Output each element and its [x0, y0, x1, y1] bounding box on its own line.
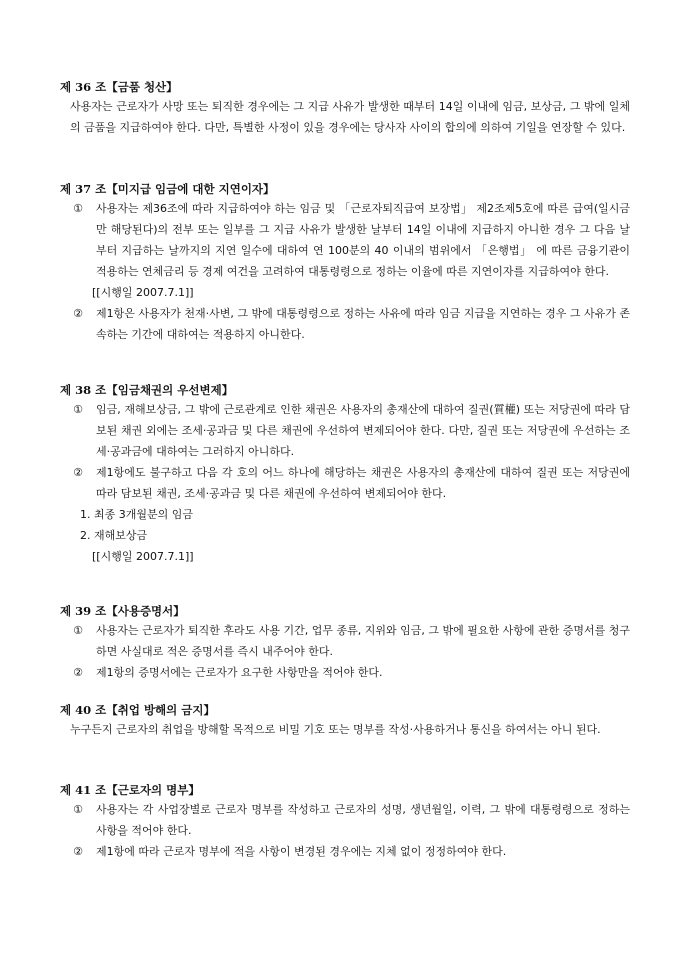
article-paragraph: 누구든지 근로자의 취업을 방해할 목적으로 비밀 기호 또는 명부를 작성·사용하거나 통신을 하여서는 아니 된다.: [70, 723, 601, 736]
clause-text: 사용자는 근로자가 퇴직한 후라도 사용 기간, 업무 종류, 지위와 임금, 그 밖에 필요한 사항에 관한 증명서를 청구하면 사실대로 적은 증명서를 즉시 내주어야 한다.: [96, 624, 630, 658]
clause-1: [68, 399, 630, 462]
effective-date-note: [[시행일 2007.7.1]]: [92, 286, 194, 299]
article-heading: 제 36 조【금품 청산】: [60, 80, 178, 94]
clause-text: 제1항의 증명서에는 근로자가 요구한 사항만을 적어야 한다.: [96, 666, 383, 679]
clause-2: [68, 462, 630, 504]
article-heading: 제 38 조【임금채권의 우선변제】: [60, 383, 234, 397]
clause-number: ②: [73, 845, 83, 858]
clause-text: 제1항은 사용자가 천재·사변, 그 밖에 대통령령으로 정하는 사유에 따라 임금 지급을 지연하는 경우 그 사유가 존속하는 기간에 대하여는 적용하지 아니한다.: [96, 307, 630, 341]
subitem-2: 2. 재해보상금: [80, 529, 148, 542]
clause-text: 제1항에도 불구하고 다음 각 호의 어느 하나에 해당하는 채권은 사용자의 총재산에 대하여 질권 또는 저당권에 따라 담보된 채권, 조세·공과금 및 다른 채권에 우선하여 변제되어야 한다.: [96, 466, 630, 500]
article-41: [60, 781, 630, 862]
article-paragraph: 사용자는 근로자가 사망 또는 퇴직한 경우에는 그 지급 사유가 발생한 때부터 14일 이내에 임금, 보상금, 그 밖에 일체의 금품을 지급하여야 한다. 다만, 특별한 사정이 있을 경우에는 당사자 사이의 합의에 의하여 기일을 연장할 수 있다.: [70, 100, 630, 134]
clause-number: ②: [73, 307, 83, 320]
clause-text: 사용자는 각 사업장별로 근로자 명부를 작성하고 근로자의 성명, 생년월일, 이력, 그 밖에 대통령령으로 정하는 사항을 적어야 한다.: [96, 803, 630, 837]
clause-text: 사용자는 제36조에 따라 지급하여야 하는 임금 및 「근로자퇴직급여 보장법」 제2조제5호에 따른 급여(일시금만 해당된다)의 전부 또는 일부를 그 지급 사유가 발생한 날부터 14일 이내에 지급하지 아니한 경우 그 다음 날부터 지급하는 날까지의 지연 일수에 대하여 연 100분의 40 이내의 범위에서 「은행법」 에 따른 금융기관이 적용하는 연체금리 등 경제 여건을 고려하여 대통령령으로 정하는 이율에 따른 지연이자를 지급하여야 한다.: [96, 202, 630, 278]
clause-number: ②: [73, 466, 83, 479]
clause-number: ①: [73, 803, 83, 816]
article-heading: 제 37 조【미지급 임금에 대한 지연이자】: [60, 182, 275, 196]
subitem-1: 1. 최종 3개월분의 임금: [80, 508, 193, 521]
clause-2: [68, 303, 630, 345]
clause-1: [68, 198, 630, 282]
clause-text: 제1항에 따라 근로자 명부에 적을 사항이 변경된 경우에는 지체 없이 정정하여야 한다.: [96, 845, 507, 858]
clause-1: [68, 799, 630, 841]
clause-number: ①: [73, 202, 83, 215]
clause-2: [68, 662, 630, 683]
clause-2: [68, 841, 630, 862]
article-36: [60, 78, 630, 138]
clause-number: ①: [73, 624, 83, 637]
clause-text: 임금, 재해보상금, 그 밖에 근로관계로 인한 채권은 사용자의 총재산에 대하여 질권(質權) 또는 저당권에 따라 담보된 채권 외에는 조세·공과금 및 다른 채권에 우선하여 변제되어야 한다. 다만, 질권 또는 저당권에 우선하는 조세·공과금에 대하여는 그러하지 아니하다.: [96, 403, 630, 458]
clause-number: ②: [73, 666, 83, 679]
article-heading: 제 41 조【근로자의 명부】: [60, 783, 200, 797]
clause-1: [68, 620, 630, 662]
clause-number: ①: [73, 403, 83, 416]
article-39: [60, 602, 630, 683]
article-40: [60, 701, 630, 740]
article-heading: 제 40 조【취업 방해의 금지】: [60, 703, 215, 717]
effective-date-note: [[시행일 2007.7.1]]: [92, 550, 194, 563]
article-heading: 제 39 조【사용증명서】: [60, 604, 185, 618]
article-38: [60, 381, 630, 567]
article-37: [60, 180, 630, 345]
